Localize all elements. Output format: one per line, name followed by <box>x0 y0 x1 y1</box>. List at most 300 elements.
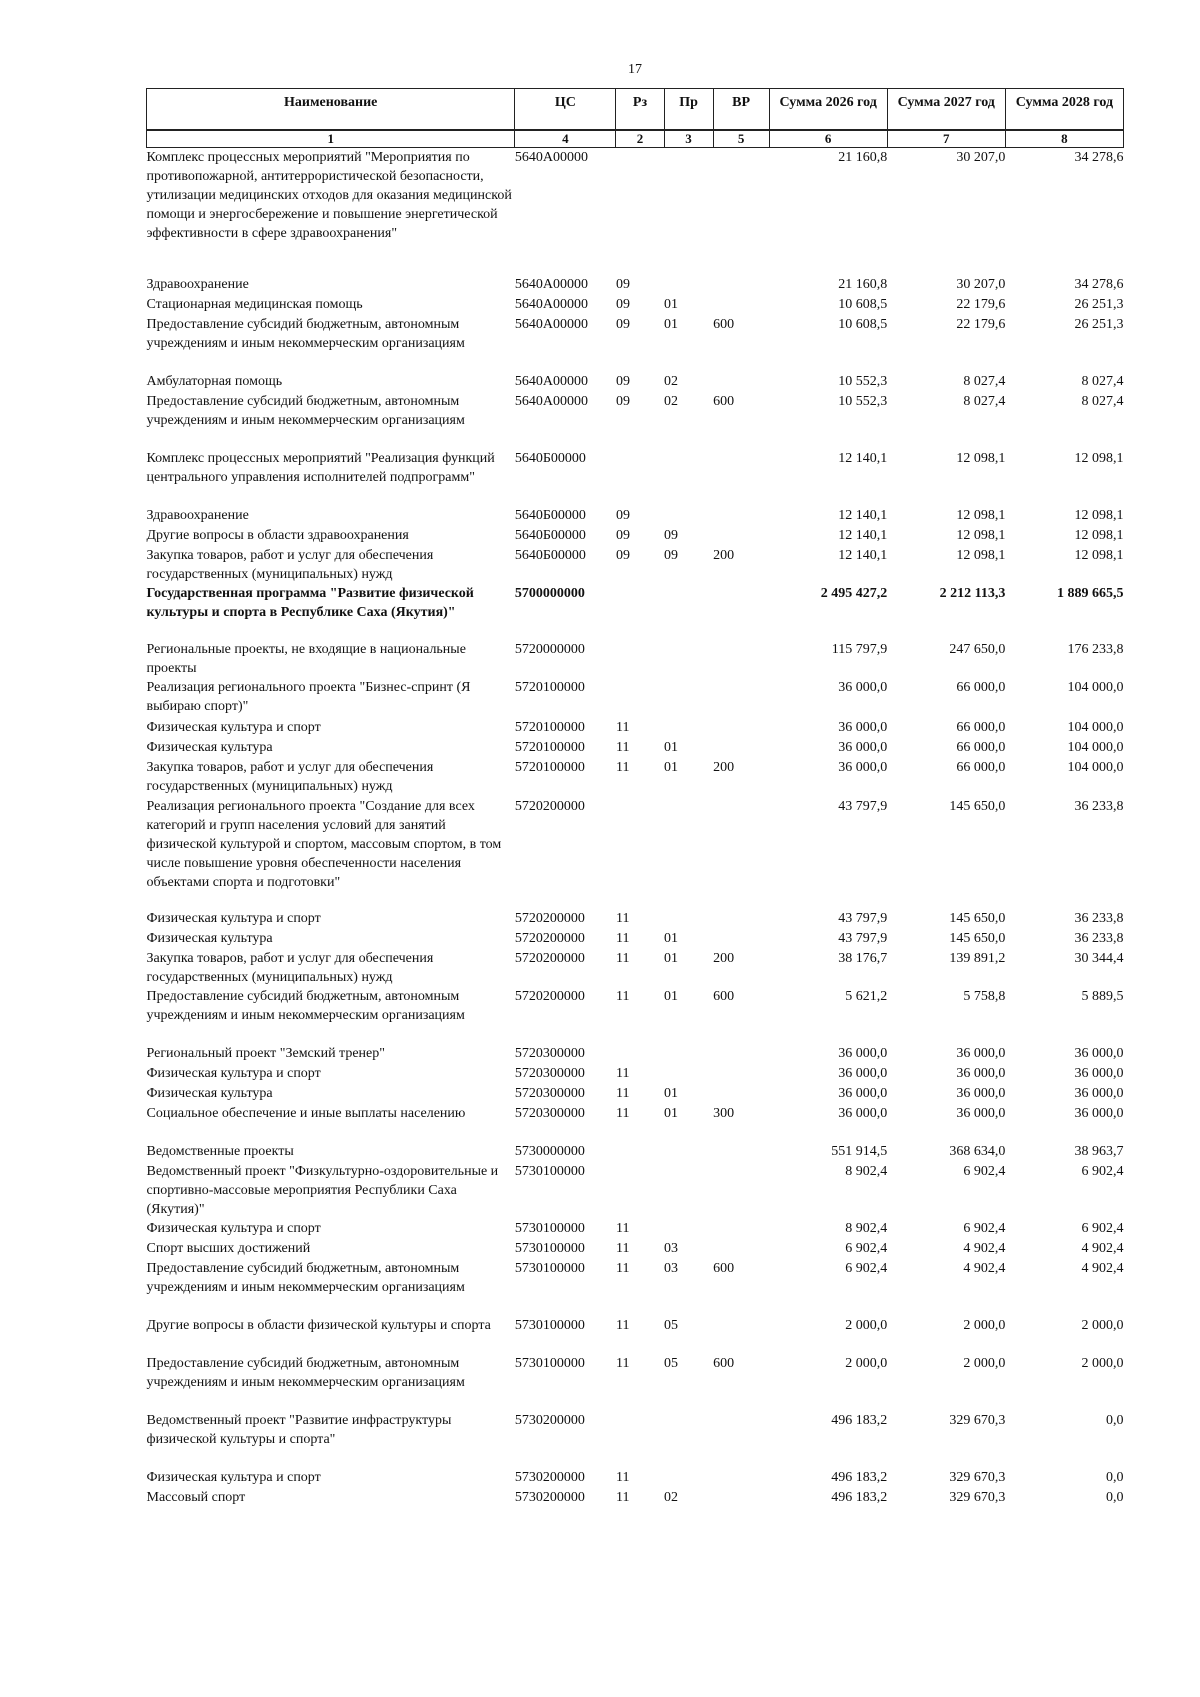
table-row <box>147 1104 1124 1142</box>
row-rz: 11 <box>615 1317 630 1333</box>
row-name: Физическая культура и спорт <box>146 719 321 735</box>
row-name: Ведомственные проекты <box>146 1143 294 1159</box>
table-body <box>147 148 1124 1507</box>
row-name: Комплекс процессных мероприятий "Мероприятия по противопожарной, антитеррористической безопасности, утилизации медицинских отходов для оказания медицинской помощи и энергосбережение и повышение энергетической эффективности в сфере здравоохранения" <box>146 150 512 241</box>
row-pr <box>664 1468 713 1488</box>
row-name: Региональные проекты, не входящие в национальные проекты <box>146 641 466 676</box>
row-vr: 600 <box>713 988 735 1004</box>
row-cs: 5720200000 <box>514 930 585 946</box>
row-pr: 01 <box>664 316 679 332</box>
row-cs: 5730000000 <box>514 1143 585 1159</box>
row-sum-2027: 139 891,2 <box>949 950 1006 966</box>
row-name: Предоставление субсидий бюджетным, автономным учреждениям и иным некоммерческим организациям <box>146 316 465 351</box>
row-rz: 11 <box>615 1240 630 1256</box>
row-sum-2028: 8 027,4 <box>1081 373 1124 389</box>
row-cs: 5640Б00000 <box>514 527 586 543</box>
row-cs: 5720200000 <box>514 798 585 814</box>
row-sum-2028: 0,0 <box>1106 1489 1124 1505</box>
row-sum-2028: 104 000,0 <box>1067 739 1124 755</box>
row-vr <box>713 1219 769 1239</box>
row-cs: 5720200000 <box>514 910 585 926</box>
row-name: Здравоохранение <box>146 276 249 292</box>
row-sum-2027: 12 098,1 <box>956 547 1006 563</box>
row-pr <box>664 1044 713 1064</box>
row-sum-2028: 36 233,8 <box>1074 930 1124 946</box>
row-sum-2027: 2 000,0 <box>963 1355 1006 1371</box>
row-sum-2028: 104 000,0 <box>1067 759 1124 775</box>
row-name: Ведомственный проект "Развитие инфраструктуры физической культуры и спорта" <box>146 1412 452 1447</box>
row-rz: 09 <box>615 547 630 563</box>
row-pr: 03 <box>664 1260 679 1276</box>
row-sum-2028: 36 000,0 <box>1074 1065 1124 1081</box>
row-rz: 11 <box>615 950 630 966</box>
row-cs: 5730200000 <box>514 1412 585 1428</box>
row-sum-2027: 22 179,6 <box>956 296 1006 312</box>
row-pr: 05 <box>664 1355 679 1371</box>
row-pr: 01 <box>664 1085 679 1101</box>
table-row <box>147 546 1124 584</box>
row-cs: 5730200000 <box>514 1489 585 1505</box>
row-cs: 5720100000 <box>514 759 585 775</box>
table-row <box>147 929 1124 949</box>
row-vr: 200 <box>713 759 735 775</box>
row-cs: 5640Б00000 <box>514 450 586 466</box>
table-row <box>147 275 1124 295</box>
row-sum-2027: 145 650,0 <box>949 798 1006 814</box>
row-rz: 11 <box>615 1105 630 1121</box>
row-pr: 01 <box>664 930 679 946</box>
row-sum-2026: 10 608,5 <box>838 296 888 312</box>
row-rz: 11 <box>615 1469 630 1485</box>
row-sum-2027: 66 000,0 <box>956 739 1006 755</box>
row-rz <box>616 640 664 678</box>
table-row <box>147 1219 1124 1239</box>
row-rz: 11 <box>615 1355 630 1371</box>
row-pr: 02 <box>664 1489 679 1505</box>
row-sum-2026: 36 000,0 <box>838 1045 888 1061</box>
row-pr <box>664 797 713 909</box>
column-number-row <box>147 130 1124 148</box>
row-sum-2026: 12 140,1 <box>838 450 888 466</box>
row-cs: 5640А00000 <box>514 393 588 409</box>
row-sum-2027: 368 634,0 <box>949 1143 1006 1159</box>
table-row <box>147 1084 1124 1104</box>
row-pr <box>664 449 713 506</box>
row-cs: 5730100000 <box>514 1163 585 1179</box>
row-vr: 200 <box>713 547 735 563</box>
column-number: 1 <box>147 130 515 148</box>
row-cs: 5730100000 <box>514 1260 585 1276</box>
row-name: Предоставление субсидий бюджетным, автономным учреждениям и иным некоммерческим организациям <box>146 1260 465 1295</box>
table-row <box>147 1411 1124 1468</box>
row-sum-2027: 66 000,0 <box>956 719 1006 735</box>
table-row <box>147 1142 1124 1162</box>
row-pr <box>664 1219 713 1239</box>
table-row <box>147 987 1124 1044</box>
row-sum-2026: 36 000,0 <box>838 679 888 695</box>
row-sum-2028: 36 000,0 <box>1074 1105 1124 1121</box>
row-vr <box>713 1316 769 1354</box>
row-rz: 09 <box>615 393 630 409</box>
row-rz <box>616 797 664 909</box>
row-name: Закупка товаров, работ и услуг для обеспечения государственных (муниципальных) нужд <box>146 950 434 985</box>
row-cs: 5720000000 <box>514 641 585 657</box>
row-vr <box>713 1468 769 1488</box>
table-row <box>147 449 1124 506</box>
row-pr <box>664 909 713 929</box>
row-sum-2026: 10 552,3 <box>838 373 888 389</box>
row-vr <box>713 275 769 295</box>
row-pr: 01 <box>664 988 679 1004</box>
row-sum-2028: 104 000,0 <box>1067 719 1124 735</box>
row-rz: 11 <box>615 719 630 735</box>
row-sum-2028: 36 000,0 <box>1074 1045 1124 1061</box>
row-name: Региональный проект "Земский тренер" <box>146 1045 385 1061</box>
row-vr <box>713 1044 769 1064</box>
row-sum-2027: 2 000,0 <box>963 1317 1006 1333</box>
row-sum-2028: 12 098,1 <box>1074 450 1124 466</box>
row-pr <box>664 1162 713 1219</box>
row-rz: 09 <box>615 507 630 523</box>
row-sum-2028: 104 000,0 <box>1067 679 1124 695</box>
table-row <box>147 640 1124 678</box>
row-rz <box>616 584 664 640</box>
row-cs: 5720100000 <box>514 719 585 735</box>
row-pr: 09 <box>664 547 679 563</box>
row-vr <box>713 1084 769 1104</box>
row-vr <box>713 1064 769 1084</box>
row-sum-2027: 329 670,3 <box>949 1469 1006 1485</box>
row-name: Другие вопросы в области физической культуры и спорта <box>146 1317 491 1333</box>
row-sum-2027: 12 098,1 <box>956 527 1006 543</box>
row-sum-2026: 21 160,8 <box>838 276 888 292</box>
row-pr <box>664 678 713 718</box>
row-cs: 5730100000 <box>514 1355 585 1371</box>
row-vr <box>713 1411 769 1468</box>
row-sum-2027: 36 000,0 <box>956 1045 1006 1061</box>
row-sum-2027: 66 000,0 <box>956 759 1006 775</box>
row-sum-2026: 6 902,4 <box>845 1240 888 1256</box>
row-name: Предоставление субсидий бюджетным, автономным учреждениям и иным некоммерческим организациям <box>146 393 465 428</box>
row-sum-2028: 2 000,0 <box>1081 1317 1124 1333</box>
header-cs: ЦС <box>515 89 616 131</box>
row-sum-2027: 8 027,4 <box>963 373 1006 389</box>
row-sum-2026: 12 140,1 <box>838 527 888 543</box>
row-sum-2026: 43 797,9 <box>838 798 888 814</box>
row-pr: 02 <box>664 373 679 389</box>
row-sum-2028: 2 000,0 <box>1081 1355 1124 1371</box>
row-rz: 11 <box>615 930 630 946</box>
table-row <box>147 1259 1124 1316</box>
row-pr <box>664 1142 713 1162</box>
row-vr: 600 <box>713 1355 735 1371</box>
row-rz: 11 <box>615 1220 630 1236</box>
row-cs: 5720200000 <box>514 988 585 1004</box>
table-row <box>147 584 1124 640</box>
row-rz: 09 <box>615 276 630 292</box>
row-cs: 5640А00000 <box>514 316 588 332</box>
row-name: Ведомственный проект "Физкультурно-оздоровительные и спортивно-массовые мероприятия Республики Саха (Якутия)" <box>146 1163 499 1217</box>
row-vr <box>713 718 769 738</box>
row-name: Реализация регионального проекта "Бизнес-спринт (Я выбираю спорт)" <box>146 679 471 714</box>
row-sum-2028: 6 902,4 <box>1081 1163 1124 1179</box>
row-cs: 5640А00000 <box>514 296 588 312</box>
row-name: Предоставление субсидий бюджетным, автономным учреждениям и иным некоммерческим организациям <box>146 1355 465 1390</box>
row-sum-2026: 551 914,5 <box>831 1143 888 1159</box>
row-name: Закупка товаров, работ и услуг для обеспечения государственных (муниципальных) нужд <box>146 547 434 582</box>
row-sum-2027: 36 000,0 <box>956 1105 1006 1121</box>
header-name: Наименование <box>147 89 515 131</box>
row-name: Физическая культура <box>146 1085 273 1101</box>
row-sum-2028: 5 889,5 <box>1081 988 1124 1004</box>
column-number: 8 <box>1005 130 1123 148</box>
row-vr <box>713 797 769 909</box>
row-sum-2027: 8 027,4 <box>963 393 1006 409</box>
row-rz: 11 <box>615 1489 630 1505</box>
row-name: Спорт высших достижений <box>146 1240 311 1256</box>
row-pr <box>664 148 713 275</box>
row-sum-2026: 12 140,1 <box>838 507 888 523</box>
row-cs: 5720100000 <box>514 739 585 755</box>
row-vr <box>713 1488 769 1507</box>
row-sum-2027: 6 902,4 <box>963 1163 1006 1179</box>
row-sum-2028: 26 251,3 <box>1074 316 1124 332</box>
row-sum-2028: 0,0 <box>1106 1469 1124 1485</box>
row-pr: 01 <box>664 1105 679 1121</box>
row-vr <box>713 1142 769 1162</box>
row-rz <box>616 1411 664 1468</box>
table-row <box>147 315 1124 372</box>
header-pr: Пр <box>664 89 713 131</box>
header-rz: Рз <box>616 89 664 131</box>
table-header-row <box>147 89 1124 131</box>
row-cs: 5730100000 <box>514 1317 585 1333</box>
column-number: 5 <box>713 130 769 148</box>
row-sum-2026: 36 000,0 <box>838 759 888 775</box>
header-sum-2028: Сумма 2028 год <box>1005 89 1123 131</box>
row-sum-2026: 36 000,0 <box>838 739 888 755</box>
header-sum-2026: Сумма 2026 год <box>769 89 887 131</box>
table-row <box>147 1044 1124 1064</box>
table-row <box>147 1239 1124 1259</box>
row-sum-2026: 115 797,9 <box>831 641 888 657</box>
row-sum-2026: 36 000,0 <box>838 1065 888 1081</box>
row-pr: 01 <box>664 739 679 755</box>
row-sum-2026: 36 000,0 <box>838 719 888 735</box>
table-row <box>147 678 1124 718</box>
row-sum-2027: 5 758,8 <box>963 988 1006 1004</box>
row-sum-2027: 145 650,0 <box>949 930 1006 946</box>
row-pr <box>664 640 713 678</box>
row-vr <box>713 640 769 678</box>
row-sum-2028: 30 344,4 <box>1074 950 1124 966</box>
table-row <box>147 949 1124 987</box>
row-sum-2028: 6 902,4 <box>1081 1220 1124 1236</box>
row-pr: 01 <box>664 759 679 775</box>
row-vr <box>713 372 769 392</box>
row-cs: 5730100000 <box>514 1220 585 1236</box>
row-vr <box>713 295 769 315</box>
table-row <box>147 506 1124 526</box>
row-rz: 11 <box>615 910 630 926</box>
column-number: 3 <box>664 130 713 148</box>
table-row <box>147 1064 1124 1084</box>
row-rz: 11 <box>615 1260 630 1276</box>
row-rz <box>616 1044 664 1064</box>
row-pr: 01 <box>664 950 679 966</box>
row-pr <box>664 1411 713 1468</box>
row-name: Амбулаторная помощь <box>146 373 283 389</box>
table-row <box>147 526 1124 546</box>
row-sum-2027: 30 207,0 <box>956 150 1006 165</box>
row-name: Физическая культура и спорт <box>146 1469 321 1485</box>
row-sum-2028: 0,0 <box>1106 1412 1124 1428</box>
row-cs: 5730200000 <box>514 1469 585 1485</box>
row-name: Здравоохранение <box>146 507 249 523</box>
row-sum-2027: 12 098,1 <box>956 450 1006 466</box>
row-rz: 11 <box>615 759 630 775</box>
row-rz: 11 <box>615 1065 630 1081</box>
column-number: 7 <box>887 130 1005 148</box>
row-vr <box>713 449 769 506</box>
row-vr <box>713 678 769 718</box>
row-rz <box>616 148 664 275</box>
row-sum-2028: 26 251,3 <box>1074 296 1124 312</box>
row-sum-2026: 2 000,0 <box>845 1317 888 1333</box>
row-sum-2026: 8 902,4 <box>845 1163 888 1179</box>
row-cs: 5720200000 <box>514 950 585 966</box>
table-row <box>147 148 1124 275</box>
row-sum-2028: 36 000,0 <box>1074 1085 1124 1101</box>
row-sum-2027: 145 650,0 <box>949 910 1006 926</box>
row-name: Стационарная медицинская помощь <box>146 296 363 312</box>
row-cs: 5700000000 <box>514 585 585 601</box>
row-sum-2026: 8 902,4 <box>845 1220 888 1236</box>
row-vr: 200 <box>713 950 735 966</box>
row-sum-2027: 30 207,0 <box>956 276 1006 292</box>
row-sum-2026: 36 000,0 <box>838 1085 888 1101</box>
row-vr <box>713 526 769 546</box>
row-sum-2028: 34 278,6 <box>1074 150 1124 165</box>
row-pr: 03 <box>664 1240 679 1256</box>
table-row <box>147 295 1124 315</box>
row-rz <box>616 678 664 718</box>
row-name: Физическая культура и спорт <box>146 1065 321 1081</box>
table-row <box>147 1468 1124 1488</box>
row-sum-2027: 4 902,4 <box>963 1240 1006 1256</box>
row-rz <box>616 449 664 506</box>
row-rz: 09 <box>615 296 630 312</box>
row-cs: 5720300000 <box>514 1085 585 1101</box>
row-cs: 5640Б00000 <box>514 547 586 563</box>
table-row <box>147 738 1124 758</box>
row-name: Закупка товаров, работ и услуг для обеспечения государственных (муниципальных) нужд <box>146 759 434 794</box>
row-cs: 5720100000 <box>514 679 585 695</box>
page-number: 17 <box>628 62 642 77</box>
row-cs: 5720300000 <box>514 1065 585 1081</box>
table-row <box>147 758 1124 797</box>
row-name: Физическая культура <box>146 739 273 755</box>
row-vr <box>713 1239 769 1259</box>
row-name: Физическая культура <box>146 930 273 946</box>
row-sum-2026: 2 000,0 <box>845 1355 888 1371</box>
row-sum-2026: 12 140,1 <box>838 547 888 563</box>
row-sum-2026: 496 183,2 <box>831 1489 888 1505</box>
row-name: Реализация регионального проекта "Создание для всех категорий и групп населения условий для занятий физической культурой и спортом, массовым спортом, в том числе повышение уровня обеспеченности населения объектами спорта и подготовки" <box>146 798 502 890</box>
row-pr <box>664 1064 713 1084</box>
row-pr <box>664 584 713 640</box>
row-sum-2028: 36 233,8 <box>1074 910 1124 926</box>
row-sum-2027: 2 212 113,3 <box>939 585 1006 601</box>
column-number: 4 <box>515 130 616 148</box>
row-sum-2027: 329 670,3 <box>949 1489 1006 1505</box>
row-sum-2026: 5 621,2 <box>845 988 888 1004</box>
row-sum-2028: 38 963,7 <box>1074 1143 1124 1159</box>
row-sum-2027: 4 902,4 <box>963 1260 1006 1276</box>
row-sum-2026: 38 176,7 <box>838 950 888 966</box>
row-pr <box>664 275 713 295</box>
row-vr: 600 <box>713 393 735 409</box>
row-name: Государственная программа "Развитие физической культуры и спорта в Республике Саха (Якутия)" <box>146 585 474 620</box>
row-pr: 05 <box>664 1317 679 1333</box>
row-sum-2028: 8 027,4 <box>1081 393 1124 409</box>
row-sum-2026: 2 495 427,2 <box>820 585 888 601</box>
row-vr <box>713 909 769 929</box>
row-cs: 5640Б00000 <box>514 507 586 523</box>
row-sum-2027: 36 000,0 <box>956 1065 1006 1081</box>
table-row <box>147 909 1124 929</box>
row-sum-2026: 43 797,9 <box>838 910 888 926</box>
row-pr <box>664 506 713 526</box>
row-rz: 11 <box>615 739 630 755</box>
row-sum-2028: 176 233,8 <box>1067 641 1124 657</box>
row-sum-2027: 247 650,0 <box>949 641 1006 657</box>
row-sum-2028: 4 902,4 <box>1081 1240 1124 1256</box>
table-row <box>147 1162 1124 1219</box>
row-vr: 300 <box>713 1105 735 1121</box>
row-rz: 11 <box>615 1085 630 1101</box>
row-pr: 02 <box>664 393 679 409</box>
row-rz <box>616 1162 664 1219</box>
row-cs: 5640А00000 <box>514 150 588 165</box>
row-cs: 5720300000 <box>514 1045 585 1061</box>
row-rz: 09 <box>615 527 630 543</box>
row-sum-2027: 36 000,0 <box>956 1085 1006 1101</box>
row-pr: 09 <box>664 527 679 543</box>
row-vr: 600 <box>713 1260 735 1276</box>
row-sum-2026: 36 000,0 <box>838 1105 888 1121</box>
row-rz: 09 <box>615 316 630 332</box>
row-sum-2027: 22 179,6 <box>956 316 1006 332</box>
row-sum-2026: 10 552,3 <box>838 393 888 409</box>
budget-table <box>146 88 1124 1507</box>
row-pr <box>664 718 713 738</box>
row-vr <box>713 584 769 640</box>
row-sum-2027: 66 000,0 <box>956 679 1006 695</box>
row-sum-2026: 496 183,2 <box>831 1412 888 1428</box>
row-name: Физическая культура и спорт <box>146 910 321 926</box>
row-rz: 11 <box>615 988 630 1004</box>
table-row <box>147 797 1124 909</box>
row-sum-2027: 12 098,1 <box>956 507 1006 523</box>
row-name: Массовый спорт <box>146 1489 246 1505</box>
table-row <box>147 718 1124 738</box>
row-name: Физическая культура и спорт <box>146 1220 321 1236</box>
row-name: Предоставление субсидий бюджетным, автономным учреждениям и иным некоммерческим организациям <box>146 988 465 1023</box>
row-sum-2028: 12 098,1 <box>1074 507 1124 523</box>
row-name: Другие вопросы в области здравоохранения <box>146 527 409 543</box>
row-vr <box>713 738 769 758</box>
